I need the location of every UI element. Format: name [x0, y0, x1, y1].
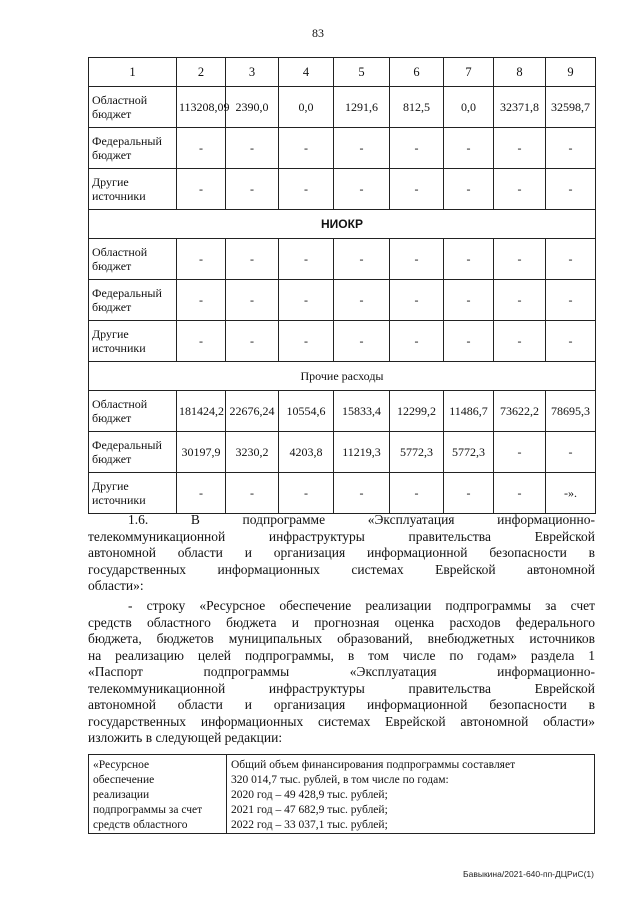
table-cell: 30197,9	[177, 432, 226, 473]
table-cell: -	[226, 128, 279, 169]
table-cell: -	[494, 280, 546, 321]
table-cell: -	[177, 321, 226, 362]
table-cell: 12299,2	[390, 391, 444, 432]
resource-table	[88, 754, 595, 834]
section-row	[89, 210, 596, 239]
column-header: 3	[226, 58, 279, 87]
resource-label-line: обеспечение	[93, 774, 155, 786]
table-cell: -	[444, 280, 494, 321]
table-cell: 113208,09	[177, 87, 226, 128]
table-cell: -	[444, 169, 494, 210]
column-header: 2	[177, 58, 226, 87]
table-row	[89, 128, 596, 169]
table-cell: -	[226, 321, 279, 362]
row-label: Другие источники	[89, 321, 177, 362]
table-row	[89, 87, 596, 128]
resource-label-line: подпрограммы за счет	[93, 804, 203, 816]
table-cell: 1291,6	[334, 87, 390, 128]
table-row	[89, 169, 596, 210]
table-cell: -	[279, 128, 334, 169]
table-cell: 73622,2	[494, 391, 546, 432]
table-cell: -	[390, 473, 444, 514]
table-cell: -	[546, 432, 596, 473]
resource-label-cell	[89, 755, 227, 834]
table-cell: -	[177, 280, 226, 321]
row-label: Областной бюджет	[89, 87, 177, 128]
paragraph-1-6	[88, 512, 595, 595]
para2-line: на реализацию целей подпрограммы, в том числе по годам» раздела 1	[88, 647, 595, 663]
table-header-row	[89, 58, 596, 87]
table-cell: -	[226, 239, 279, 280]
table-cell: -	[334, 473, 390, 514]
table-cell: 32371,8	[494, 87, 546, 128]
row-label: Федеральный бюджет	[89, 280, 177, 321]
para2-line: бюджета, бюджетов муниципальных образований, внебюджетных источников	[88, 631, 595, 646]
table-cell: 11219,3	[334, 432, 390, 473]
section-title: НИОКР	[89, 210, 596, 239]
table-cell: -	[494, 239, 546, 280]
table-cell: -	[177, 169, 226, 210]
table-cell: -	[226, 169, 279, 210]
table-cell: -	[390, 321, 444, 362]
section-title: Прочие расходы	[89, 362, 596, 391]
resource-label-line: «Ресурсное	[93, 759, 150, 771]
table-cell: 5772,3	[444, 432, 494, 473]
para1-line: автономной области и организация информационной безопасности в	[88, 545, 595, 560]
footer-doc-id: Бавыкина/2021-640-пп-ДЦРиС(1)	[463, 869, 594, 879]
para1-line: 1.6. В подпрограмме «Эксплуатация информационно-	[128, 512, 595, 527]
table-cell: -	[334, 169, 390, 210]
table-cell: -	[444, 473, 494, 514]
table-row	[89, 239, 596, 280]
table-cell: -	[334, 321, 390, 362]
resource-value-line: 320 014,7 тыс. рублей, в том числе по годам:	[231, 774, 449, 786]
table-cell: -	[494, 473, 546, 514]
table-cell: -	[494, 321, 546, 362]
paragraph-resource-row	[88, 598, 595, 747]
table-cell: -	[494, 128, 546, 169]
table-cell: -	[546, 280, 596, 321]
table-cell: -	[444, 128, 494, 169]
table-cell: 0,0	[444, 87, 494, 128]
table-cell: 32598,7	[546, 87, 596, 128]
table-cell: 812,5	[390, 87, 444, 128]
column-header: 4	[279, 58, 334, 87]
table-cell: -	[444, 321, 494, 362]
table-cell: -	[279, 473, 334, 514]
row-label: Федеральный бюджет	[89, 432, 177, 473]
table-row	[89, 473, 596, 514]
para2-line: телекоммуникационной инфраструктуры правительства Еврейской	[88, 680, 595, 696]
para1-line: телекоммуникационной инфраструктуры правительства Еврейской	[88, 528, 595, 544]
page-number: 83	[312, 26, 324, 40]
table-cell: -	[546, 128, 596, 169]
table-cell: 15833,4	[334, 391, 390, 432]
column-header: 7	[444, 58, 494, 87]
para2-line: «Паспорт подпрограммы «Эксплуатация информационно-	[88, 664, 595, 679]
column-header: 6	[390, 58, 444, 87]
table-cell: 4203,8	[279, 432, 334, 473]
table-row	[89, 321, 596, 362]
table-cell: -	[279, 321, 334, 362]
table-cell: 0,0	[279, 87, 334, 128]
table-cell: 78695,3	[546, 391, 596, 432]
para2-line: автономной области и организация информационной безопасности в	[88, 697, 595, 712]
table-cell: -	[177, 128, 226, 169]
table-cell: -	[334, 128, 390, 169]
table-cell: -	[334, 239, 390, 280]
table-cell: 181424,2	[177, 391, 226, 432]
para2-line: средств областного бюджета и прогнозная оценка расходов федерального	[88, 614, 595, 630]
para2-line: государственных информационных системах Еврейской автономной области»	[88, 713, 595, 729]
table-cell: -	[546, 239, 596, 280]
table-cell: -	[279, 280, 334, 321]
resource-value-line: 2021 год – 47 682,9 тыс. рублей;	[231, 804, 388, 816]
table-cell: -	[334, 280, 390, 321]
row-label: Областной бюджет	[89, 391, 177, 432]
table-cell: -».	[546, 473, 596, 514]
table-cell: -	[177, 473, 226, 514]
table-cell: 5772,3	[390, 432, 444, 473]
para1-line: области»:	[88, 578, 144, 593]
table-row	[89, 391, 596, 432]
row-label: Другие источники	[89, 473, 177, 514]
table-cell: 2390,0	[226, 87, 279, 128]
resource-value-line: 2020 год – 49 428,9 тыс. рублей;	[231, 789, 388, 801]
table-cell: -	[390, 169, 444, 210]
column-header: 1	[89, 58, 177, 87]
column-header: 9	[546, 58, 596, 87]
para1-line: государственных информационных системах Еврейской автономной	[88, 561, 595, 577]
column-header: 5	[334, 58, 390, 87]
row-label: Другие источники	[89, 169, 177, 210]
table-cell: -	[226, 280, 279, 321]
table-cell: -	[546, 321, 596, 362]
table-cell: -	[390, 128, 444, 169]
table-cell: 22676,24	[226, 391, 279, 432]
row-label: Областной бюджет	[89, 239, 177, 280]
table-cell: -	[177, 239, 226, 280]
table-cell: -	[494, 432, 546, 473]
row-label: Федеральный бюджет	[89, 128, 177, 169]
table-cell: -	[279, 239, 334, 280]
table-cell: 3230,2	[226, 432, 279, 473]
table-cell: -	[546, 169, 596, 210]
table-row	[89, 280, 596, 321]
table-cell: -	[444, 239, 494, 280]
resource-value-line: 2022 год – 33 037,1 тыс. рублей;	[231, 819, 388, 831]
resource-label-line: средств областного	[93, 819, 188, 831]
para2-line: изложить в следующей редакции:	[88, 730, 283, 745]
table-cell: -	[226, 473, 279, 514]
column-header: 8	[494, 58, 546, 87]
table-cell: 11486,7	[444, 391, 494, 432]
table-cell: 10554,6	[279, 391, 334, 432]
section-row	[89, 362, 596, 391]
para2-line: - строку «Ресурсное обеспечение реализации подпрограммы за счет	[128, 598, 595, 613]
table-row	[89, 432, 596, 473]
resource-label-line: реализации	[93, 789, 150, 801]
resource-value-cell	[227, 755, 595, 834]
financing-table	[88, 57, 596, 514]
table-cell: -	[279, 169, 334, 210]
table-cell: -	[390, 280, 444, 321]
resource-value-line: Общий объем финансирования подпрограммы составляет	[231, 759, 516, 771]
table-cell: -	[390, 239, 444, 280]
table-cell: -	[494, 169, 546, 210]
